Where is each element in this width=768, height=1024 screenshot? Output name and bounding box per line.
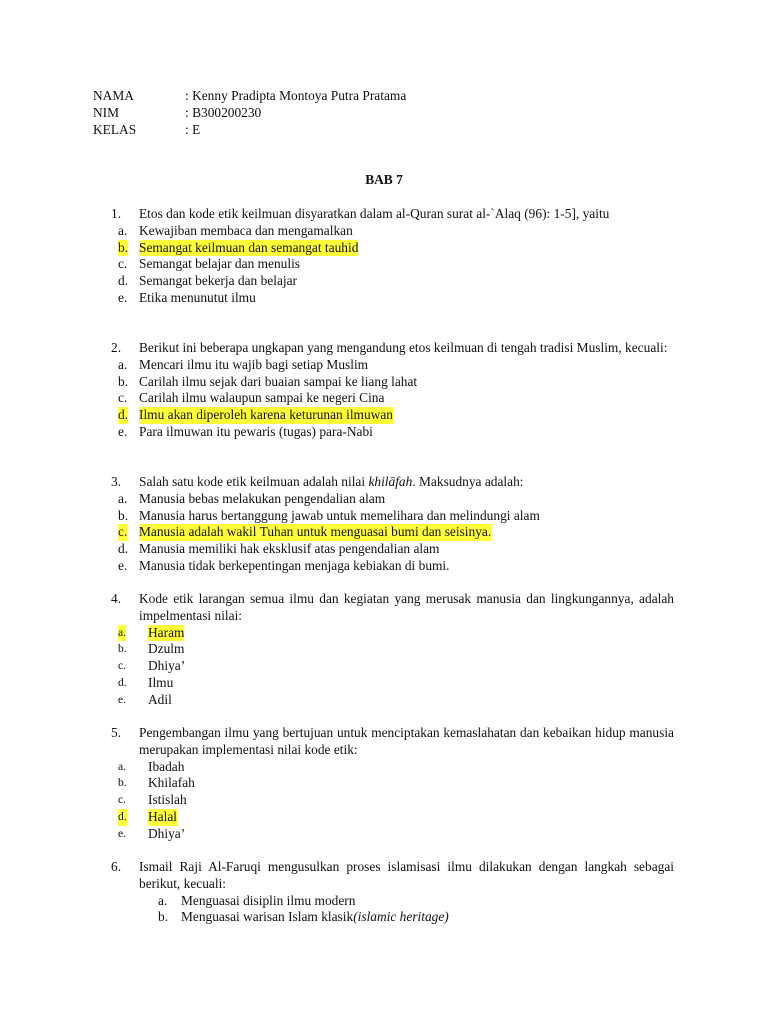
option-c [118, 658, 674, 675]
option-letter: a. [118, 490, 128, 506]
option-letter: b. [118, 643, 127, 656]
info-value: : Kenny Pradipta Montoya Putra Pratama [185, 88, 407, 103]
question-text [118, 474, 674, 491]
info-label: KELAS [93, 122, 137, 137]
option-text: Para ilmuwan itu pewaris (tugas) para-Nabi [139, 423, 373, 439]
question-text: Berikut ini beberapa ungkapan yang mengandung etos keilmuan di tengah tradisi Muslim, kecuali: [139, 340, 668, 355]
option-letter: a. [118, 222, 128, 238]
option-letter: d. [118, 676, 127, 689]
option-letter: e. [118, 423, 128, 439]
option-text-italic: (islamic heritage) [353, 909, 449, 925]
option-text-highlighted: Ilmu akan diperoleh karena keturunan ilmuwan [139, 407, 393, 423]
question-1 [111, 206, 674, 307]
option-e [118, 424, 674, 441]
question-4 [111, 591, 674, 709]
option-b [118, 508, 674, 525]
option-a [118, 223, 674, 240]
option-letter: e. [118, 693, 126, 706]
option-letter: b. [118, 373, 129, 389]
option-text: Etika menunutut ilmu [139, 289, 256, 305]
option-letter: c. [118, 524, 128, 540]
option-text-highlighted: Halal [148, 808, 177, 824]
option-e [118, 826, 674, 843]
option-text-plain: Menguasai warisan Islam klasik [181, 909, 354, 925]
info-value: : E [185, 122, 201, 137]
option-text: Kewajiban membaca dan mengamalkan [139, 222, 353, 238]
option-text: Dhiya’ [148, 825, 186, 841]
option-b [118, 374, 674, 391]
option-d [118, 407, 674, 424]
option-text: Manusia memiliki hak eksklusif atas pengendalian alam [139, 541, 440, 557]
option-d [118, 541, 674, 558]
info-label: NAMA [93, 88, 134, 103]
option-text-highlighted: Haram [148, 624, 185, 640]
option-e [118, 558, 674, 575]
question-number: 3. [111, 474, 122, 489]
option-letter: d. [118, 541, 129, 557]
option-text: Semangat bekerja dan belajar [139, 273, 298, 289]
option-letter: b. [158, 909, 169, 925]
option-text: Manusia bebas melakukan pengendalian alam [139, 490, 386, 506]
option-letter: d. [118, 809, 127, 826]
option-c [118, 390, 674, 407]
option-text: Carilah ilmu sejak dari buaian sampai ke liang lahat [139, 373, 418, 389]
option-letter: c. [118, 390, 128, 406]
info-label: NIM [93, 105, 120, 120]
option-a [118, 893, 674, 910]
option-b [118, 641, 674, 658]
option-text: Manusia tidak berkepentingan menjaga kebiakan di bumi. [139, 557, 450, 573]
question-3 [111, 474, 674, 575]
option-letter: e. [118, 827, 126, 840]
info-row-kelas [93, 122, 406, 139]
question-text-before: Salah satu kode etik keilmuan adalah nilai [139, 474, 369, 489]
option-d [118, 809, 674, 826]
option-letter: b. [118, 239, 129, 255]
option-a [118, 357, 674, 374]
question-6 [111, 859, 674, 926]
option-text: Ilmu [148, 674, 174, 690]
option-text: Mencari ilmu itu wajib bagi setiap Muslim [139, 356, 369, 372]
option-a [118, 491, 674, 508]
question-5 [111, 725, 674, 843]
option-text: Semangat belajar dan menulis [139, 256, 301, 272]
option-text: Dhiya’ [148, 658, 186, 674]
info-row-nama [93, 88, 406, 105]
option-letter: d. [118, 407, 129, 423]
option-letter: c. [118, 794, 126, 807]
option-text: Ibadah [148, 758, 185, 774]
option-a [118, 625, 674, 642]
option-text: Manusia harus bertanggung jawab untuk memelihara dan melindungi alam [139, 507, 540, 523]
option-text: Istislah [148, 792, 187, 808]
chapter-title: BAB 7 [365, 172, 403, 187]
option-letter: a. [158, 892, 168, 908]
option-text-highlighted: Manusia adalah wakil Tuhan untuk menguasai bumi dan seisinya. [139, 524, 492, 540]
option-text: Menguasai disiplin ilmu modern [181, 892, 356, 908]
option-text-highlighted: Semangat keilmuan dan semangat tauhid [139, 239, 359, 255]
option-letter: e. [118, 289, 128, 305]
option-d [118, 273, 674, 290]
question-2 [111, 340, 674, 441]
option-a [118, 759, 674, 776]
option-text: Khilafah [148, 775, 195, 791]
option-c [118, 524, 674, 541]
question-number: 6. [111, 859, 122, 874]
option-letter: a. [118, 625, 126, 642]
option-letter: c. [118, 660, 126, 673]
option-text: Dzulm [148, 641, 185, 657]
option-letter: b. [118, 777, 127, 790]
info-value: : B300200230 [185, 105, 262, 120]
option-b [118, 240, 674, 257]
option-letter: a. [118, 356, 128, 372]
option-letter: b. [118, 507, 129, 523]
option-b [118, 775, 674, 792]
option-letter: c. [118, 256, 128, 272]
option-e [118, 290, 674, 307]
question-text-after: . Maksudnya adalah: [412, 474, 524, 489]
info-row-nim [93, 105, 406, 122]
option-text: Carilah ilmu walaupun sampai ke negeri Cina [139, 390, 385, 406]
option-letter: d. [118, 273, 129, 289]
option-text: Adil [148, 691, 172, 707]
question-number: 1. [111, 206, 122, 221]
student-info [93, 88, 406, 139]
option-letter: a. [118, 760, 126, 773]
option-d [118, 675, 674, 692]
question-text-italic: khilāfah [368, 474, 413, 489]
option-text [181, 909, 449, 926]
question-number: 2. [111, 340, 122, 355]
question-number: 4. [111, 591, 122, 606]
question-number: 5. [111, 725, 122, 740]
question-text: Ismail Raji Al-Faruqi mengusulkan proses islamisasi ilmu dilakukan dengan langkah sebagai berikut, kecuali: [139, 859, 674, 891]
question-text: Kode etik larangan semua ilmu dan kegiatan yang merusak manusia dan lingkungannya, adalah impelmentasi nilai: [139, 591, 674, 623]
option-letter: e. [118, 557, 128, 573]
option-c [118, 256, 674, 273]
question-text: Etos dan kode etik keilmuan disyaratkan dalam al-Quran surat al-`Alaq (96): 1-5], yaitu [139, 206, 610, 221]
option-e [118, 692, 674, 709]
option-b [118, 909, 674, 926]
option-c [118, 792, 674, 809]
question-text: Pengembangan ilmu yang bertujuan untuk menciptakan kemaslahatan dan kebaikan hidup manusia merupakan implementasi nilai kode etik: [139, 725, 674, 757]
